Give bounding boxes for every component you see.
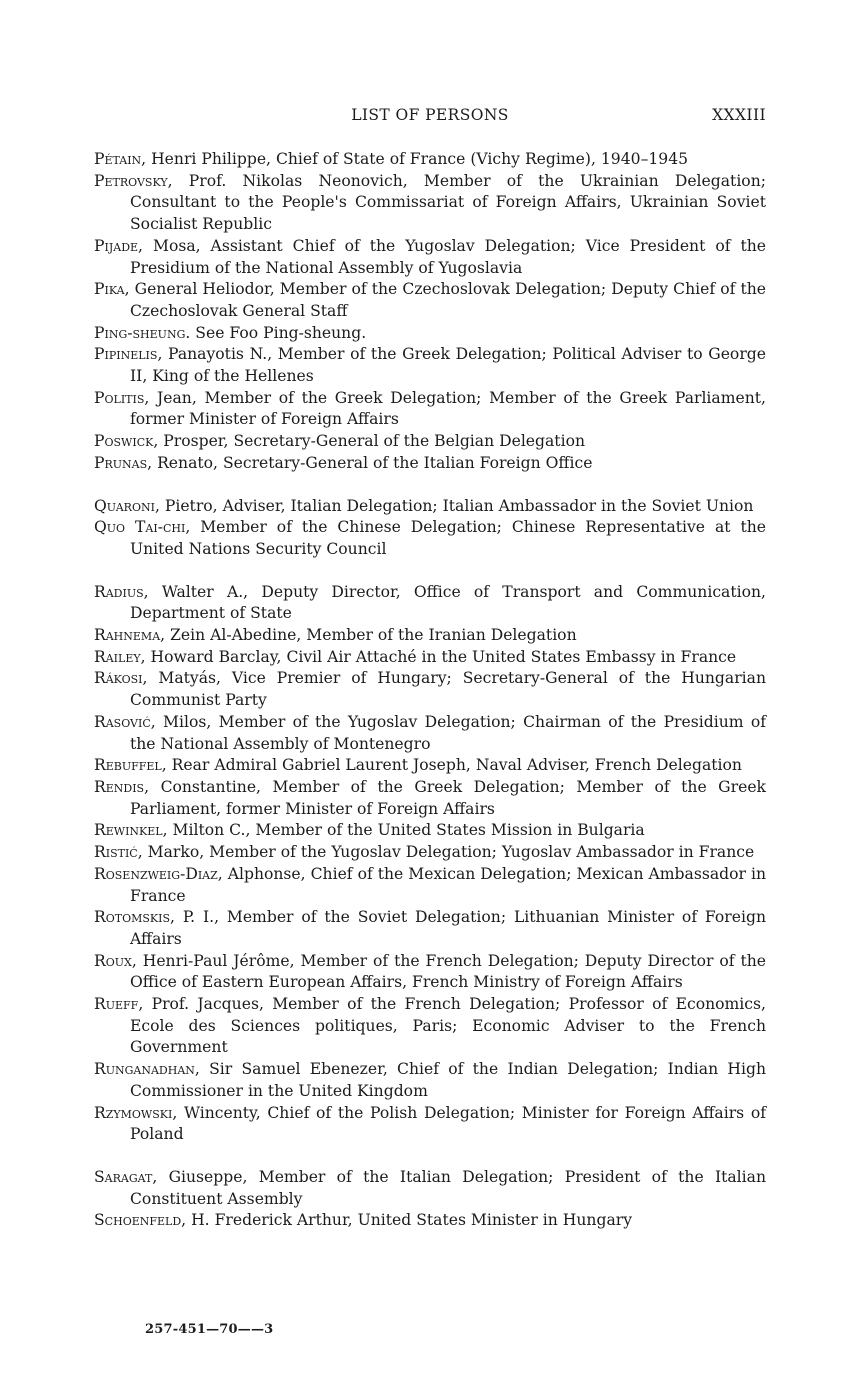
- person-surname: Rotomskis: [94, 908, 171, 927]
- list-item: [94, 453, 766, 475]
- person-description: , Howard Barclay, Civil Air Attaché in the United States Embassy in France: [140, 647, 737, 666]
- list-item: [94, 777, 766, 820]
- person-surname: Saragat: [94, 1167, 153, 1186]
- section-p: [94, 149, 766, 475]
- person-surname: Pipinelis: [94, 345, 158, 364]
- section-gap: [94, 561, 766, 582]
- person-surname: Rákosi: [94, 669, 143, 688]
- section-gap: [94, 1146, 766, 1167]
- person-description: , Giuseppe, Member of the Italian Delegation; President of the Italian Constituent Assembly: [130, 1167, 766, 1208]
- section-gap: [94, 475, 766, 496]
- section-s: [94, 1167, 766, 1232]
- person-surname: Ping-sheung: [94, 323, 186, 342]
- person-description: , Panayotis N., Member of the Greek Delegation; Political Adviser to George II, King of the Hellenes: [130, 345, 766, 386]
- list-item: [94, 496, 766, 518]
- person-surname: Rasović: [94, 712, 151, 731]
- list-item: [94, 1059, 766, 1102]
- list-item: [94, 647, 766, 669]
- list-item: [94, 1210, 766, 1232]
- person-description: , Constantine, Member of the Greek Delegation; Member of the Greek Parliament, former Minister of Foreign Affairs: [130, 777, 766, 818]
- person-description: , Zein Al-Abedine, Member of the Iranian Delegation: [160, 626, 577, 645]
- section-q: [94, 496, 766, 561]
- person-description: , Wincenty, Chief of the Polish Delegation; Minister for Foreign Affairs of Poland: [130, 1103, 766, 1144]
- section-r: [94, 582, 766, 1146]
- page-number: XXXIII: [712, 106, 766, 124]
- list-item: [94, 344, 766, 387]
- person-description: , Pietro, Adviser, Italian Delegation; Italian Ambassador in the Soviet Union: [154, 496, 754, 515]
- person-surname: Quaroni: [94, 496, 155, 515]
- list-item: [94, 712, 766, 755]
- person-surname: Petrovsky: [94, 171, 168, 190]
- person-surname: Pika: [94, 280, 125, 299]
- person-surname: Rueff: [94, 995, 139, 1014]
- list-item: [94, 625, 766, 647]
- persons-list: [94, 149, 766, 1232]
- list-item: [94, 388, 766, 431]
- person-surname: Runganadhan: [94, 1060, 195, 1079]
- list-item: [94, 149, 766, 171]
- person-description: , Sir Samuel Ebenezer, Chief of the Indian Delegation; Indian High Commissioner in the United Kingdom: [130, 1060, 766, 1100]
- person-description: , Henri-Paul Jérôme, Member of the French Delegation; Deputy Director of the Office of Eastern European Affairs, French Ministry of Foreign Affairs: [130, 951, 766, 992]
- person-surname: Rendis: [94, 777, 145, 796]
- list-item: [94, 1167, 766, 1210]
- list-item: [94, 323, 766, 345]
- person-description: , Milos, Member of the Yugoslav Delegation; Chairman of the Presidium of the National Assembly of Montenegro: [130, 712, 766, 753]
- person-description: , Henri Philippe, Chief of State of France (Vichy Regime), 1940–1945: [141, 150, 689, 168]
- list-item: [94, 431, 766, 453]
- person-description: , H. Frederick Arthur, United States Minister in Hungary: [181, 1211, 633, 1230]
- person-description: , Rear Admiral Gabriel Laurent Joseph, Naval Adviser, French Delegation: [161, 756, 742, 775]
- list-item: [94, 994, 766, 1059]
- person-description: , Prosper, Secretary-General of the Belgian Delegation: [153, 432, 585, 451]
- list-item: [94, 668, 766, 711]
- list-item: [94, 864, 766, 907]
- person-description: , Prof. Jacques, Member of the French Delegation; Professor of Economics, Ecole des Sciences politiques, Paris; Economic Adviser to the French Government: [130, 995, 766, 1057]
- list-item: [94, 951, 766, 994]
- person-description: , P. I., Member of the Soviet Delegation; Lithuanian Minister of Foreign Affairs: [130, 908, 766, 948]
- person-surname: Railey: [94, 647, 141, 666]
- person-surname: Poswick: [94, 432, 154, 451]
- list-item: [94, 1103, 766, 1146]
- list-item: [94, 279, 766, 322]
- printer-code: 257-451—70——3: [145, 1322, 274, 1337]
- person-description: , Walter A., Deputy Director, Office of Transport and Communication, Department of State: [130, 582, 766, 623]
- person-surname: Rahnema: [94, 626, 161, 645]
- list-item: [94, 517, 766, 560]
- person-surname: Ristić: [94, 843, 138, 862]
- page-header: [94, 106, 766, 130]
- person-surname: Rewinkel: [94, 821, 163, 840]
- list-item: [94, 842, 766, 864]
- person-description: , Mosa, Assistant Chief of the Yugoslav Delegation; Vice President of the Presidium of the National Assembly of Yugoslavia: [130, 236, 766, 277]
- person-surname: Quo Tai-chi: [94, 518, 186, 537]
- person-surname: Rebuffel: [94, 756, 162, 775]
- person-surname: Roux: [94, 951, 132, 970]
- person-description: , Jean, Member of the Greek Delegation; Member of the Greek Parliament, former Minister of Foreign Affairs: [130, 388, 766, 429]
- person-description: , Prof. Nikolas Neonovich, Member of the Ukrainian Delegation; Consultant to the People's Commissariat of Foreign Affairs, Ukrainian Soviet Socialist Republic: [130, 171, 766, 234]
- person-description: . See Foo Ping-sheung.: [185, 323, 367, 342]
- list-item: [94, 820, 766, 842]
- list-item: [94, 236, 766, 279]
- person-description: , Milton C., Member of the United States Mission in Bulgaria: [162, 821, 645, 840]
- person-description: , Matyás, Vice Premier of Hungary; Secretary-General of the Hungarian Communist Party: [130, 669, 766, 710]
- person-surname: Pétain: [94, 150, 142, 168]
- person-description: , Renato, Secretary-General of the Italian Foreign Office: [147, 453, 593, 472]
- person-surname: Radius: [94, 582, 144, 601]
- list-item: [94, 171, 766, 236]
- person-description: , Alphonse, Chief of the Mexican Delegation; Mexican Ambassador in France: [130, 864, 766, 905]
- person-surname: Pijade: [94, 236, 139, 255]
- list-item: [94, 582, 766, 625]
- person-surname: Politis: [94, 388, 145, 407]
- list-item: [94, 907, 766, 950]
- person-description: , Marko, Member of the Yugoslav Delegation; Yugoslav Ambassador in France: [137, 843, 755, 862]
- person-surname: Prunas: [94, 453, 148, 472]
- person-surname: Rzymowski: [94, 1103, 173, 1122]
- person-surname: Schoenfeld: [94, 1211, 182, 1230]
- list-item: [94, 755, 766, 777]
- person-description: , Member of the Chinese Delegation; Chinese Representative at the United Nations Security Council: [130, 518, 766, 558]
- page-title: LIST OF PERSONS: [351, 106, 509, 124]
- person-description: , General Heliodor, Member of the Czechoslovak Delegation; Deputy Chief of the Czechoslovak General Staff: [124, 280, 766, 320]
- person-surname: Rosenzweig-Diaz: [94, 864, 218, 883]
